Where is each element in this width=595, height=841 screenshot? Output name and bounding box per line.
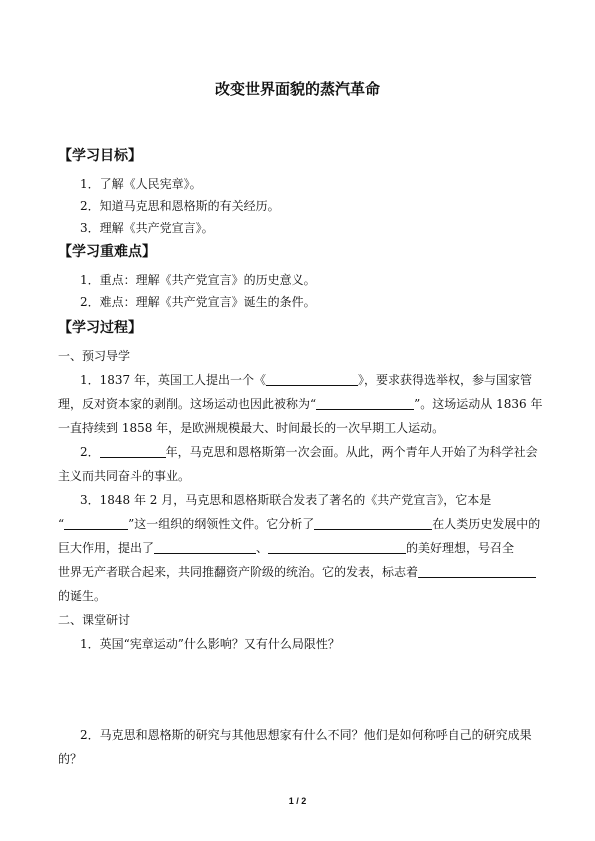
discussion-q2-line2: 的？: [58, 752, 83, 766]
fill-blank[interactable]: [418, 565, 536, 578]
goal-item: 2．知道马克思和恩格斯的有关经历。: [80, 199, 280, 213]
document-title: 改变世界面貌的蒸汽革命: [214, 80, 380, 98]
preview-q3-line1: 3．1848 年 2 月，马克思和恩格斯联合发表了著名的《共产党宣言》，它本是: [80, 493, 492, 507]
preview-q3-line3: 巨大作用，提出了 、 的美好理想，号召全: [58, 541, 515, 555]
fill-blank[interactable]: [314, 517, 432, 530]
preview-q2-line2: 主义而共同奋斗的事业。: [58, 469, 191, 483]
preview-q3-line4: 世界无产者联合起来，共同推翻资产阶级的统治。它的发表，标志着: [58, 564, 536, 580]
discussion-q1: 1．英国“宪章运动”什么影响？又有什么局限性？: [80, 637, 340, 651]
preview-q2-line1: 2． 年，马克思和恩格斯第一次会面。从此，两个青年人开始了为科学社会: [80, 445, 538, 459]
goals-heading: 【学习目标】: [58, 148, 142, 164]
goal-item: 1．了解《人民宪章》。: [80, 177, 202, 191]
preview-q1-line3: 一直持续到 1858 年，是欧洲规模最大、时间最长的一次早期工人运动。: [58, 421, 445, 435]
process-heading: 【学习过程】: [58, 320, 142, 336]
page-number: 1 / 2: [288, 796, 307, 806]
preview-q3-line2: “ ”这一组织的纲领性文件。它分析了 在人类历史发展中的: [58, 517, 541, 531]
fill-blank[interactable]: [100, 445, 166, 458]
discussion-q2-line1: 2．马克思和恩格斯的研究与其他思想家有什么不同？他们是如何称呼自己的研究成果: [80, 728, 532, 742]
fill-blank[interactable]: [316, 397, 414, 410]
goal-item: 3．理解《共产党宣言》。: [80, 221, 214, 235]
key-point-item: 1．重点：理解《共产党宣言》的历史意义。: [80, 273, 316, 287]
preview-q1-line1: 1．1837 年，英国工人提出一个《 》，要求获得选举权，参与国家管: [80, 373, 533, 387]
key-point-item: 2．难点：理解《共产党宣言》诞生的条件。: [80, 295, 316, 309]
fill-blank[interactable]: [268, 541, 406, 554]
fill-blank[interactable]: [64, 517, 128, 530]
key-points-heading: 【学习重难点】: [58, 244, 156, 260]
part2-heading: 二、课堂研讨: [58, 613, 131, 627]
preview-q3-line5: 的诞生。: [58, 589, 107, 603]
part1-heading: 一、预习导学: [58, 349, 131, 363]
preview-q1-line2: 理，反对资本家的剥削。这场运动也因此被称为“ ”。这场运动从 1836 年: [58, 397, 543, 411]
fill-blank[interactable]: [154, 541, 256, 554]
fill-blank[interactable]: [266, 373, 358, 386]
